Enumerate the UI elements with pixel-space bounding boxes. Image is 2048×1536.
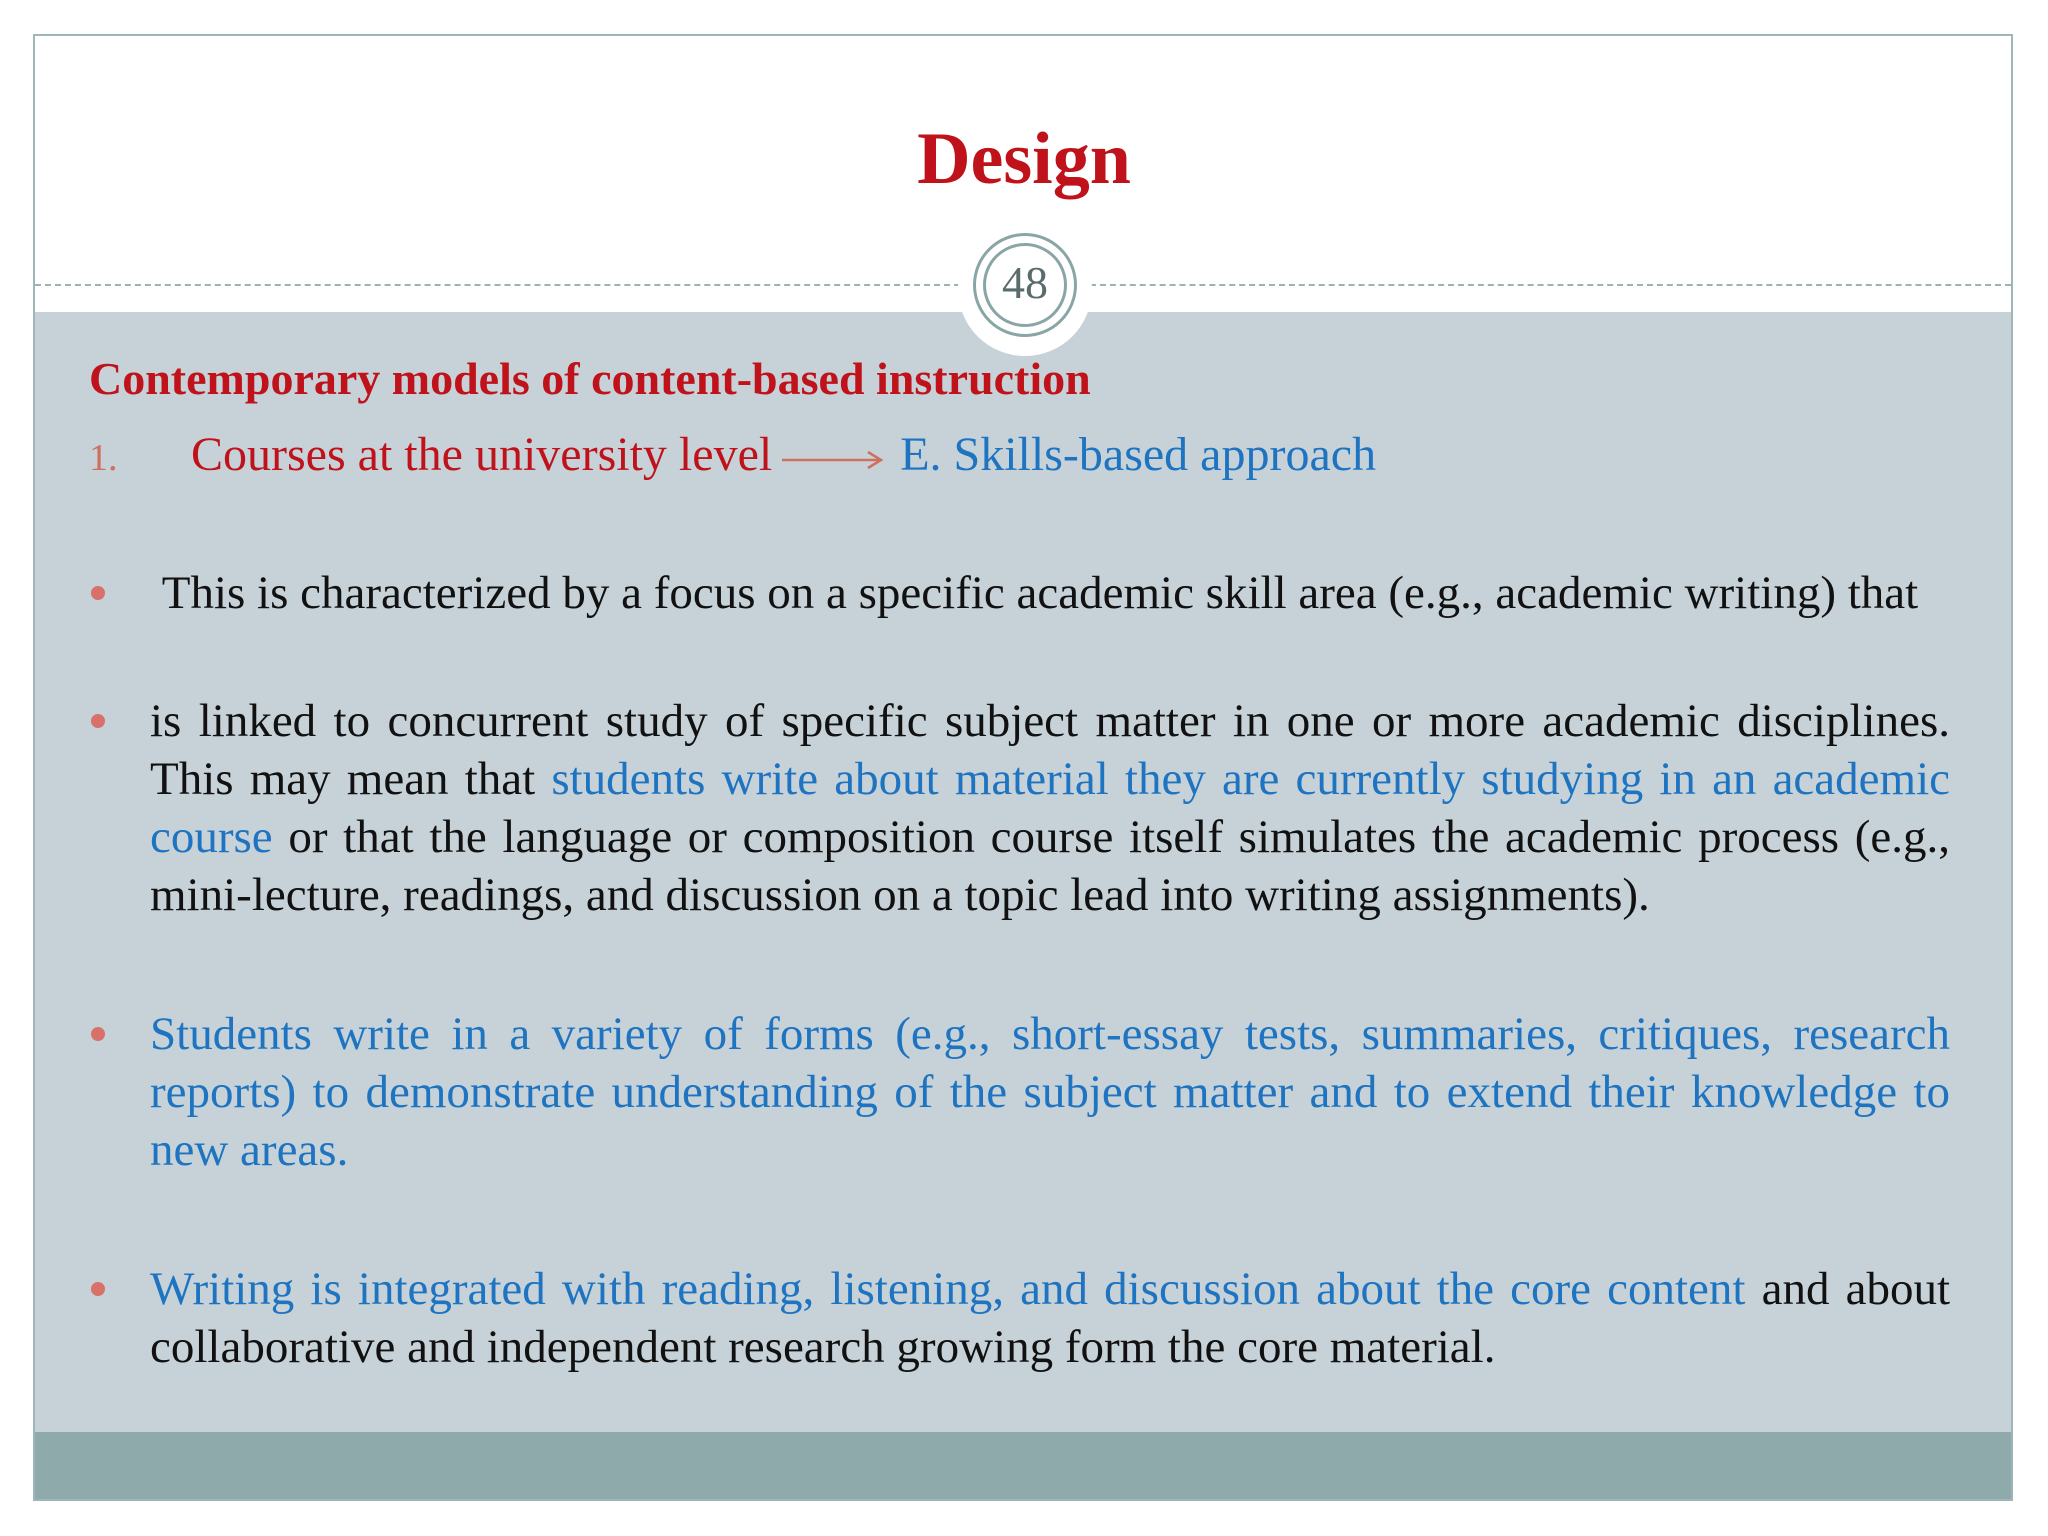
bullet-dot-icon: [91, 714, 105, 728]
footer-band: [35, 1432, 2011, 1499]
bullet-item: [150, 692, 1950, 924]
numbered-item: [89, 427, 1376, 482]
header-divider-left: [35, 284, 970, 286]
bullet-text: Students write in a variety of forms (e.g., short-essay tests, summaries, critiques, research reports) to demonstrate understanding of the subject matter and to extend their knowledge to new areas.: [150, 1008, 1950, 1176]
bullet-text: This is characterized by a focus on a specific academic skill area (e.g., academic writing) that: [150, 567, 1919, 619]
right-arrow-icon: [780, 447, 886, 471]
bullet-dot-icon: [91, 586, 105, 600]
page-number: 48: [1002, 257, 1048, 308]
header-divider-right: [1090, 284, 2011, 286]
bullet-highlight: Writing is integrated with reading, listening, and discussion about the core content: [150, 1263, 1746, 1315]
item-left-text: Courses at the university level: [191, 428, 773, 481]
bullet-item: [150, 1005, 1950, 1179]
bullet-highlight: students write about material they are currently studying in an academic course: [150, 753, 1950, 863]
bullet-dot-icon: [91, 1027, 105, 1041]
section-subtitle: Contemporary models of content-based instruction: [89, 353, 1091, 404]
bullet-text: or that the language or composition course itself simulates the academic process (e.g., mini-lecture, readings, and discussion on a topic lead into writing assignments).: [150, 811, 1950, 921]
bullet-text: is linked to concurrent study of specific subject matter in one or more academic disciplines. This may mean that: [150, 695, 1950, 805]
bullet-item: [150, 564, 1950, 622]
bullet-dot-icon: [91, 1282, 105, 1296]
item-number: 1.: [89, 437, 118, 479]
page-number-ring: [973, 233, 1077, 337]
item-right-text: E. Skills-based approach: [900, 428, 1377, 481]
page-number-inner-ring: [983, 243, 1067, 327]
bullet-text: and about collaborative and independent research growing form the core material.: [150, 1263, 1950, 1373]
slide-title: Design: [917, 118, 1131, 200]
bullet-item: [150, 1260, 1950, 1376]
